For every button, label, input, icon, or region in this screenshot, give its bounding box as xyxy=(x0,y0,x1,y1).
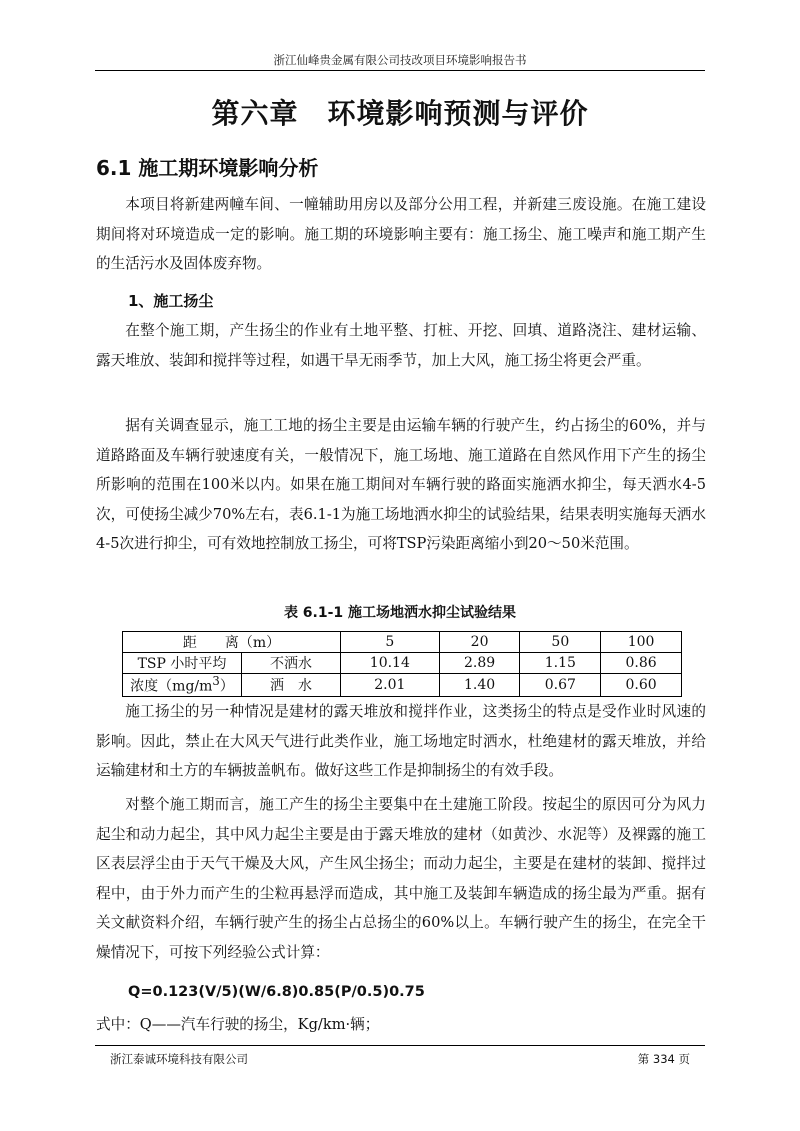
tsp-label-line2 xyxy=(123,674,242,697)
running-header: 浙江仙峰贵金属有限公司技改项目环境影响报告书 xyxy=(273,53,527,67)
tsp-unit-prefix: 浓度（mg/m xyxy=(130,678,213,695)
distance-cell: 5 xyxy=(341,632,440,653)
dust-formula: Q=0.123(V/5)(W/6.8)0.85(P/0.5)0.75 xyxy=(128,984,425,1000)
value-cell: 1.40 xyxy=(439,674,520,697)
subheading-construction-dust: 1、施工扬尘 xyxy=(128,292,214,310)
section-title: 6.1 施工期环境影响分析 xyxy=(96,156,319,180)
value-cell: 0.67 xyxy=(520,674,601,697)
table-header-row xyxy=(123,632,682,653)
value-cell: 2.89 xyxy=(439,653,520,674)
paragraph-dust-survey: 据有关调查显示，施工工地的扬尘主要是由运输车辆的行驶产生，约占扬尘的60%，并与道路路面及车辆行驶速度有关，一般情况下，施工场地、施工道路在自然风作用下产生的扬尘所影响的范围在100米以内。如果在施工期间对车辆行驶的路面实施洒水抑尘，每天洒水4-5次，可使扬尘减少70%左右，表6.1-1为施工场地洒水抑尘的试验结果，结果表明实施每天洒水4-5次进行抑尘，可有效地控制放工扬尘，可将TSP污染距离缩小到20～50米范围。 xyxy=(96,417,706,552)
distance-cell: 100 xyxy=(601,632,682,653)
chapter-title: 第六章 环境影响预测与评价 xyxy=(211,97,589,130)
value-cell: 0.60 xyxy=(601,674,682,697)
sprinkling-test-table xyxy=(122,631,682,697)
table-caption: 表 6.1-1 施工场地洒水抑尘试验结果 xyxy=(283,605,517,621)
paragraph-stockpile-dust: 施工扬尘的另一种情况是建材的露天堆放和搅拌作业，这类扬尘的特点是受作业时风速的影响。因此，禁止在大风天气进行此类作业，施工场地定时洒水，杜绝建材的露天堆放，并给运输建材和土方的车辆披盖帆布。做好这些工作是抑制扬尘的有效手段。 xyxy=(96,703,706,779)
distance-cell: 20 xyxy=(439,632,520,653)
header-rule xyxy=(95,70,705,71)
tsp-unit-superscript: 3 xyxy=(212,674,220,688)
table-row xyxy=(123,674,682,697)
paragraph-dust-mechanisms: 对整个施工期而言，施工产生的扬尘主要集中在土建施工阶段。按起尘的原因可分为风力起尘和动力起尘，其中风力起尘主要是由于露天堆放的建材（如黄沙、水泥等）及裸露的施工区表层浮尘由于天气干燥及大风，产生风尘扬尘；而动力起尘，主要是在建材的装卸、搅拌过程中，由于外力而产生的尘粒再悬浮而造成，其中施工及装卸车辆造成的扬尘最为严重。据有关文献资料介绍，车辆行驶产生的扬尘占总扬尘的60%以上。车辆行驶产生的扬尘，在完全干燥情况下，可按下列经验公式计算： xyxy=(96,796,706,961)
footer-company: 浙江泰诚环境科技有限公司 xyxy=(110,1052,248,1066)
value-cell: 2.01 xyxy=(341,674,440,697)
tsp-label-line1: TSP 小时平均 xyxy=(123,653,242,674)
table-row xyxy=(123,653,682,674)
value-cell: 1.15 xyxy=(520,653,601,674)
paragraph-dust-sources: 在整个施工期，产生扬尘的作业有土地平整、打桩、开挖、回填、道路浇注、建材运输、露天堆放、装卸和搅拌等过程，如遇干旱无雨季节，加上大风，施工扬尘将更会严重。 xyxy=(96,322,706,369)
condition-cell: 不洒水 xyxy=(242,653,341,674)
distance-cell: 50 xyxy=(520,632,601,653)
intro-paragraph: 本项目将新建两幢车间、一幢辅助用房以及部分公用工程，并新建三废设施。在施工建设期间将对环境造成一定的影响。施工期的环境影响主要有：施工扬尘、施工噪声和施工期产生的生活污水及固体废弃物。 xyxy=(96,196,706,272)
tsp-unit-suffix: ） xyxy=(219,678,234,695)
distance-header-cell: 距 离（m） xyxy=(123,632,341,653)
page-number: 第 334 页 xyxy=(637,1052,690,1066)
footer-rule xyxy=(95,1045,705,1046)
formula-where-clause: 式中：Q——汽车行驶的扬尘，Kg/km·辆； xyxy=(96,1016,380,1033)
condition-cell: 洒 水 xyxy=(242,674,341,697)
value-cell: 0.86 xyxy=(601,653,682,674)
value-cell: 10.14 xyxy=(341,653,440,674)
